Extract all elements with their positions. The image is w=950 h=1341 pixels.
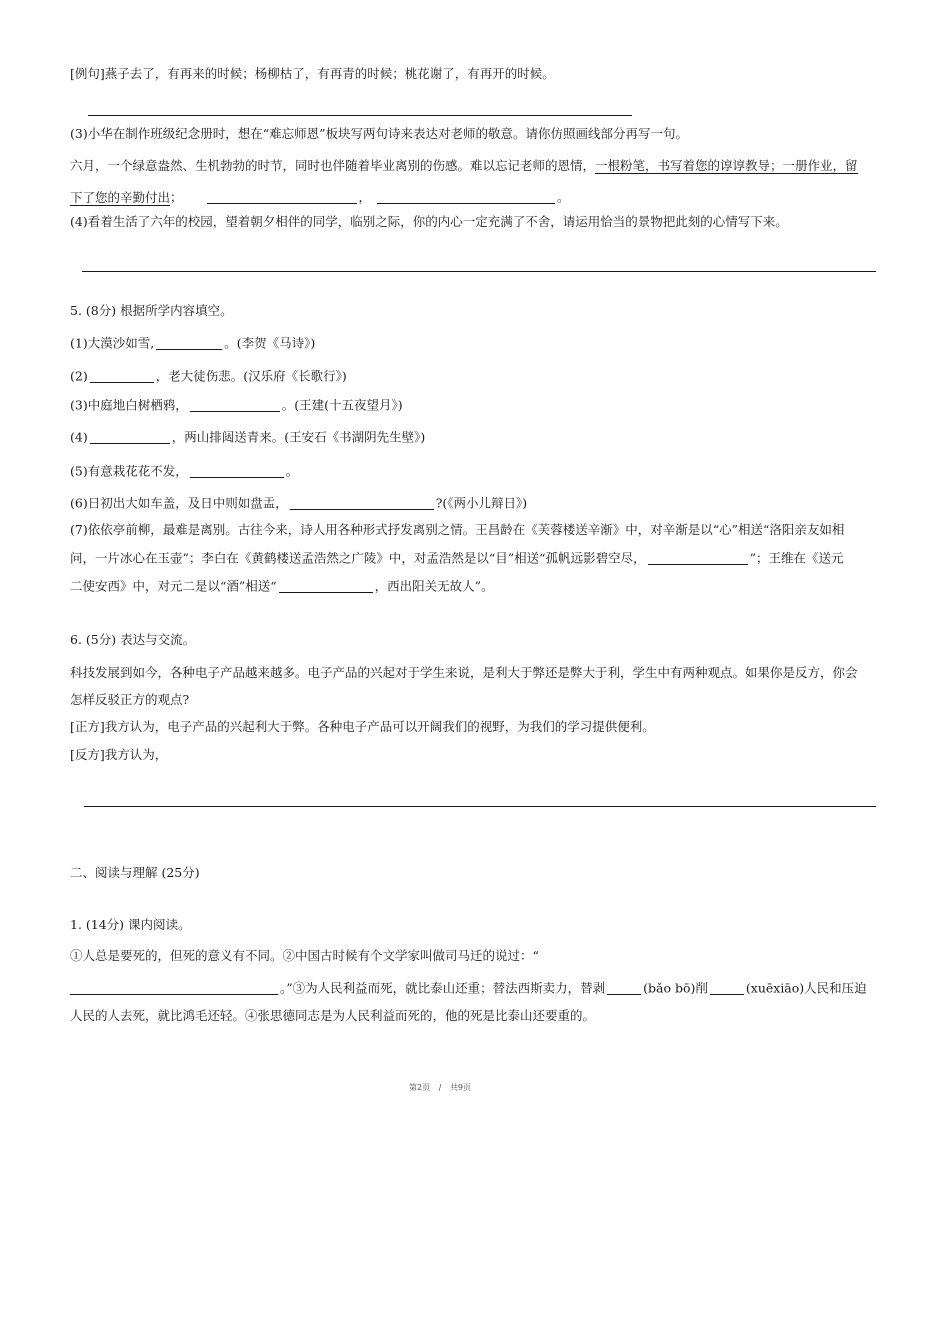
reading-1-line-1: ①人总是要死的，但死的意义有不同。②中国古时候有个文学家叫做司马迁的说过：“ [70,948,539,963]
punctuation: ， [358,189,372,205]
answer-blank[interactable] [607,981,641,995]
fill-text: 。 [285,463,299,479]
fill-text: ，两山排闼送青来。(王安石《书湖阴先生壁》) [171,429,426,445]
fill-text: ?(《两小儿辩日》) [435,495,528,511]
reading-1-title: 1. (14分) 课内阅读。 [70,917,191,932]
answer-line[interactable] [82,271,876,272]
question-6-prompt-line-1: 科技发展到如今，各种电子产品越来越多。电子产品的兴起对于学生来说，是利大于弊还是弊大于利，学生中有两种观点。如果你是反方，你会 [70,665,858,680]
answer-blank[interactable] [190,398,280,412]
answer-blank[interactable] [70,981,278,995]
answer-blank[interactable] [190,464,284,478]
fill-text: (2) [70,368,88,384]
answer-blank[interactable] [648,551,748,565]
pinyin-text: (bǎo bō)削 [643,980,708,996]
passage-text: 六月，一个绿意盎然、生机勃勃的时节，同时也伴随着毕业离别的伤感。难以忘记老师的恩情， [70,158,596,173]
fill-item-5 [70,464,298,478]
section-heading: 二、阅读与理解 (25分) [70,865,200,880]
pinyin-text: (xuēxiāo)人民和压迫 [745,980,867,996]
fill-text: ，老大徒伤悲。(汉乐府《长歌行》) [155,368,347,384]
answer-blank[interactable] [290,496,434,510]
reading-1-line-2 [70,981,867,995]
answer-blank[interactable] [279,579,373,593]
fill-text: ，西出阳关无故人”。 [374,578,494,594]
reading-text: 。”③为人民利益而死，就比泰山还重；替法西斯卖力，替剥 [280,980,606,996]
fill-item-1 [70,336,315,350]
fill-item-7-line-1: (7)依依亭前柳，最难是离别。古往今来，诗人用各种形式抒发离别之情。王昌龄在《芙蓉楼送辛渐》中，对辛渐是以“心”相送“洛阳亲友如相 [70,522,845,537]
page-footer [0,1082,880,1093]
con-side-statement: [反方]我方认为， [70,747,168,762]
question-6-title: 6. (5分) 表达与交流。 [70,632,196,647]
answer-blank[interactable] [710,981,744,995]
answer-blank[interactable] [207,190,357,204]
answer-blank[interactable] [90,369,154,383]
fill-text: (3)中庭地白树栖鸦， [70,397,188,413]
question-3: (3)小华在制作班级纪念册时，想在“难忘师恩”板块写两句诗来表达对老师的敬意。请你仿照画线部分再写一句。 [70,126,688,141]
fill-item-7-line-3 [70,579,494,593]
fill-item-4 [70,430,425,444]
fill-text: 。(李贺《马诗》) [224,335,316,351]
question-3-passage-line-2 [70,190,570,204]
punctuation: 。 [557,189,570,205]
fill-text: (5)有意栽花花不发， [70,463,188,479]
answer-blank[interactable] [156,336,222,350]
answer-line[interactable] [84,806,876,807]
page-separator: / [438,1083,442,1092]
example-sentence: [例句]燕子去了，有再来的时候；杨柳枯了，有再青的时候；桃花谢了，有再开的时候。 [70,66,555,81]
underline-rule [88,115,632,116]
fill-text: 。(王建(十五夜望月》) [281,397,403,413]
underlined-text: 下了您的辛勤付出 [70,189,171,205]
question-4: (4)看着生活了六年的校园，望着朝夕相伴的同学，临别之际，你的内心一定充满了不舍，请运用恰当的景物把此刻的心情写下来。 [70,214,788,229]
fill-text: (4) [70,429,88,445]
fill-text: 问，一片冰心在玉壶”；李白在《黄鹤楼送孟浩然之广陵》中，对孟浩然是以“目”相送“孤帆远影碧空尽， [70,550,646,566]
fill-text: (6)日初出大如车盖，及日中则如盘盂， [70,495,288,511]
fill-text: 二使安西》中，对元二是以“酒”相送“ [70,578,277,594]
fill-item-3 [70,398,403,412]
reading-1-line-3: 人民的人去死，就比鸿毛还轻。④张思德同志是为人民利益而死的，他的死是比泰山还要重的。 [70,1008,596,1023]
pro-side-statement: [正方]我方认为，电子产品的兴起利大于弊。各种电子产品可以开阔我们的视野，为我们的学习提供便利。 [70,719,655,734]
answer-blank[interactable] [90,430,170,444]
page-total: 共9页 [449,1083,471,1092]
question-6-prompt-line-2: 怎样反驳正方的观点? [70,692,190,707]
fill-text: ”；王维在《送元 [749,550,844,566]
question-3-passage-line-1 [70,160,858,173]
question-5-title: 5. (8分) 根据所学内容填空。 [70,303,233,318]
fill-item-6 [70,496,527,510]
fill-text: (1)大漠沙如雪, [70,335,155,351]
answer-blank[interactable] [377,190,555,204]
fill-item-2 [70,369,347,383]
passage-text: ； [170,189,183,205]
fill-item-7-line-2 [70,551,843,565]
underlined-text: 一根粉笔，书写着您的谆谆教导；一册作业，留 [595,158,858,173]
page-number: 第2页 [409,1083,431,1092]
